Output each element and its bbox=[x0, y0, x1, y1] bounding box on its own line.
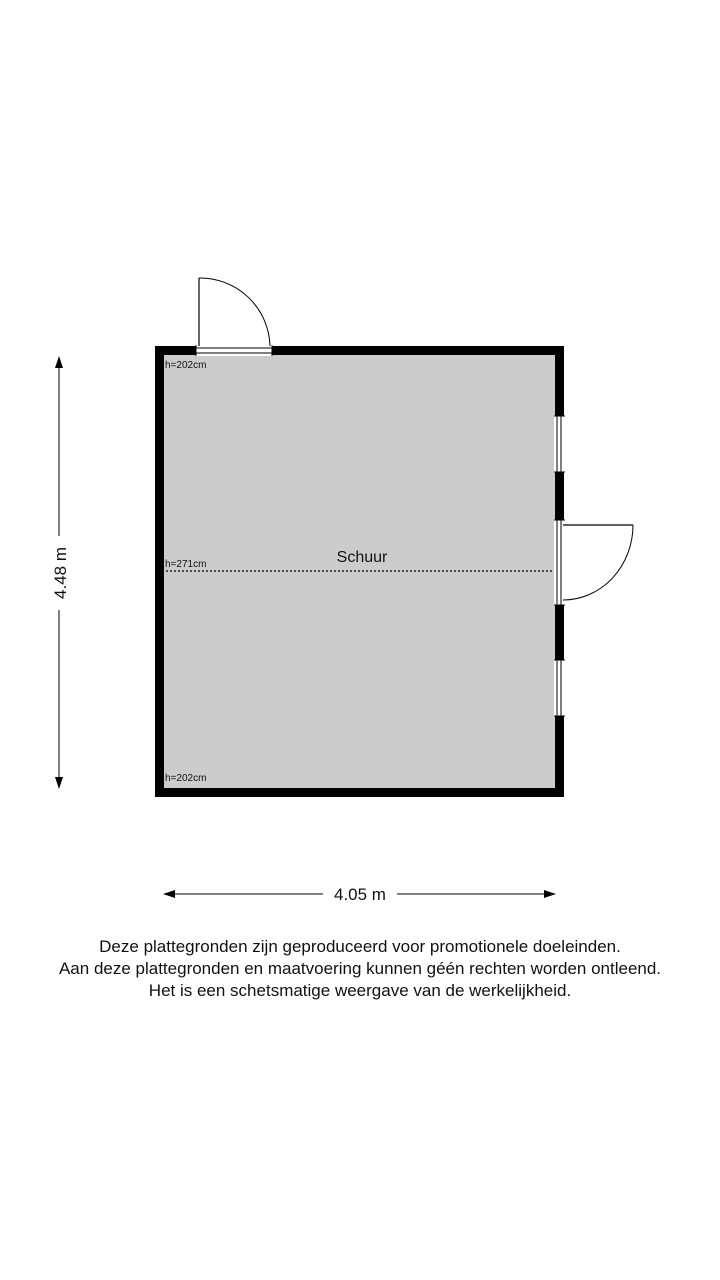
depth-dimension-label: 4.48 m bbox=[51, 547, 70, 599]
width-arrow-right-icon bbox=[544, 890, 556, 898]
right-door-opening bbox=[554, 520, 565, 605]
disclaimer-line-2: Aan deze plattegronden en maatvoering kunnen géén rechten worden ontleend. bbox=[58, 959, 662, 978]
room-label: Schuur bbox=[336, 549, 388, 566]
top-door-swing bbox=[199, 278, 270, 346]
height-label-bottom: h=202cm bbox=[165, 773, 207, 784]
width-arrow-left-icon bbox=[163, 890, 175, 898]
height-label-top: h=202cm bbox=[165, 360, 207, 371]
width-dimension-label: 4.05 m bbox=[334, 885, 386, 904]
right-window-lower bbox=[554, 660, 565, 716]
depth-arrow-down-icon bbox=[55, 777, 63, 789]
depth-arrow-up-icon bbox=[55, 356, 63, 368]
disclaimer-line-3: Het is een schetsmatige weergave van de werkelijkheid. bbox=[148, 981, 572, 1000]
height-label-ridge: h=271cm bbox=[165, 559, 207, 570]
top-door-opening bbox=[196, 345, 272, 356]
disclaimer bbox=[0, 936, 720, 1002]
right-door-swing bbox=[563, 525, 633, 600]
disclaimer-line-1: Deze plattegronden zijn geproduceerd voor promotionele doeleinden. bbox=[99, 937, 621, 956]
right-window-upper bbox=[554, 416, 565, 472]
